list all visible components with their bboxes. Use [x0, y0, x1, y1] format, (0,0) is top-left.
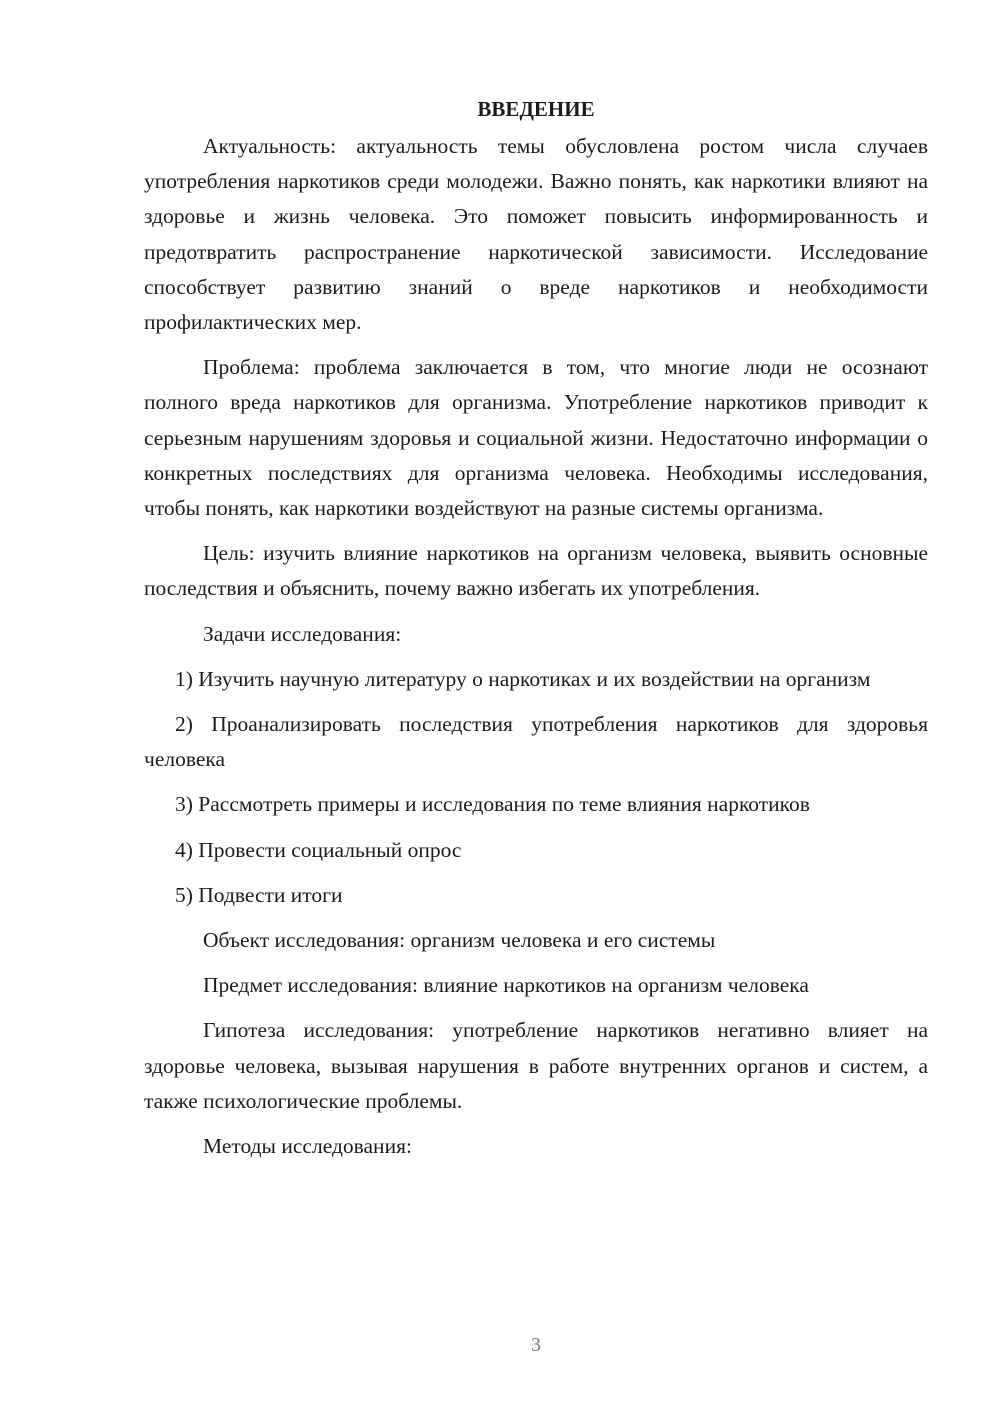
page-number: 3 [531, 1334, 541, 1356]
task-item-1: 1) Изучить научную литературу о наркотиках и их воздействии на организм [175, 666, 871, 691]
object-paragraph: Объект исследования: организм человека и его системы [203, 928, 716, 953]
page-content [144, 92, 928, 1174]
section-heading: ВВЕДЕНИЕ [477, 97, 595, 121]
problem-paragraph: Проблема: проблема заключается в том, что многие люди не осознают полного вреда наркотиков для организма. Употребление наркотиков приводит к серьезным нарушениям здоровья и социальной жизни. Недостаточно информации о конкретных последствиях для организма человека. Необходимы исследования, чтобы понять, как наркотики воздействуют на разные системы организма. [144, 355, 928, 521]
task-item-2: 2) Проанализировать последствия употребления наркотиков для здоровья человека [144, 712, 928, 772]
tasks-title: Задачи исследования: [203, 621, 402, 646]
relevance-paragraph: Актуальность: актуальность темы обусловлена ростом числа случаев употребления наркотиков среди молодежи. Важно понять, как наркотики влияют на здоровье и жизнь человека. Это поможет повысить информированность и предотвратить распространение наркотической зависимости. Исследование способствует развитию знаний о вреде наркотиков и необходимости профилактических мер. [144, 134, 928, 335]
subject-paragraph: Предмет исследования: влияние наркотиков на организм человека [203, 973, 809, 998]
task-item-3: 3) Рассмотреть примеры и исследования по теме влияния наркотиков [175, 792, 810, 817]
methods-title: Методы исследования: [203, 1134, 412, 1159]
hypothesis-paragraph: Гипотеза исследования: употребление наркотиков негативно влияет на здоровье человека, вызывая нарушения в работе внутренних органов и систем, а также психологические проблемы. [144, 1018, 928, 1113]
goal-paragraph: Цель: изучить влияние наркотиков на организм человека, выявить основные последствия и объяснить, почему важно избегать их употребления. [144, 541, 928, 601]
task-item-4: 4) Провести социальный опрос [175, 837, 462, 862]
task-item-5: 5) Подвести итоги [175, 882, 343, 907]
